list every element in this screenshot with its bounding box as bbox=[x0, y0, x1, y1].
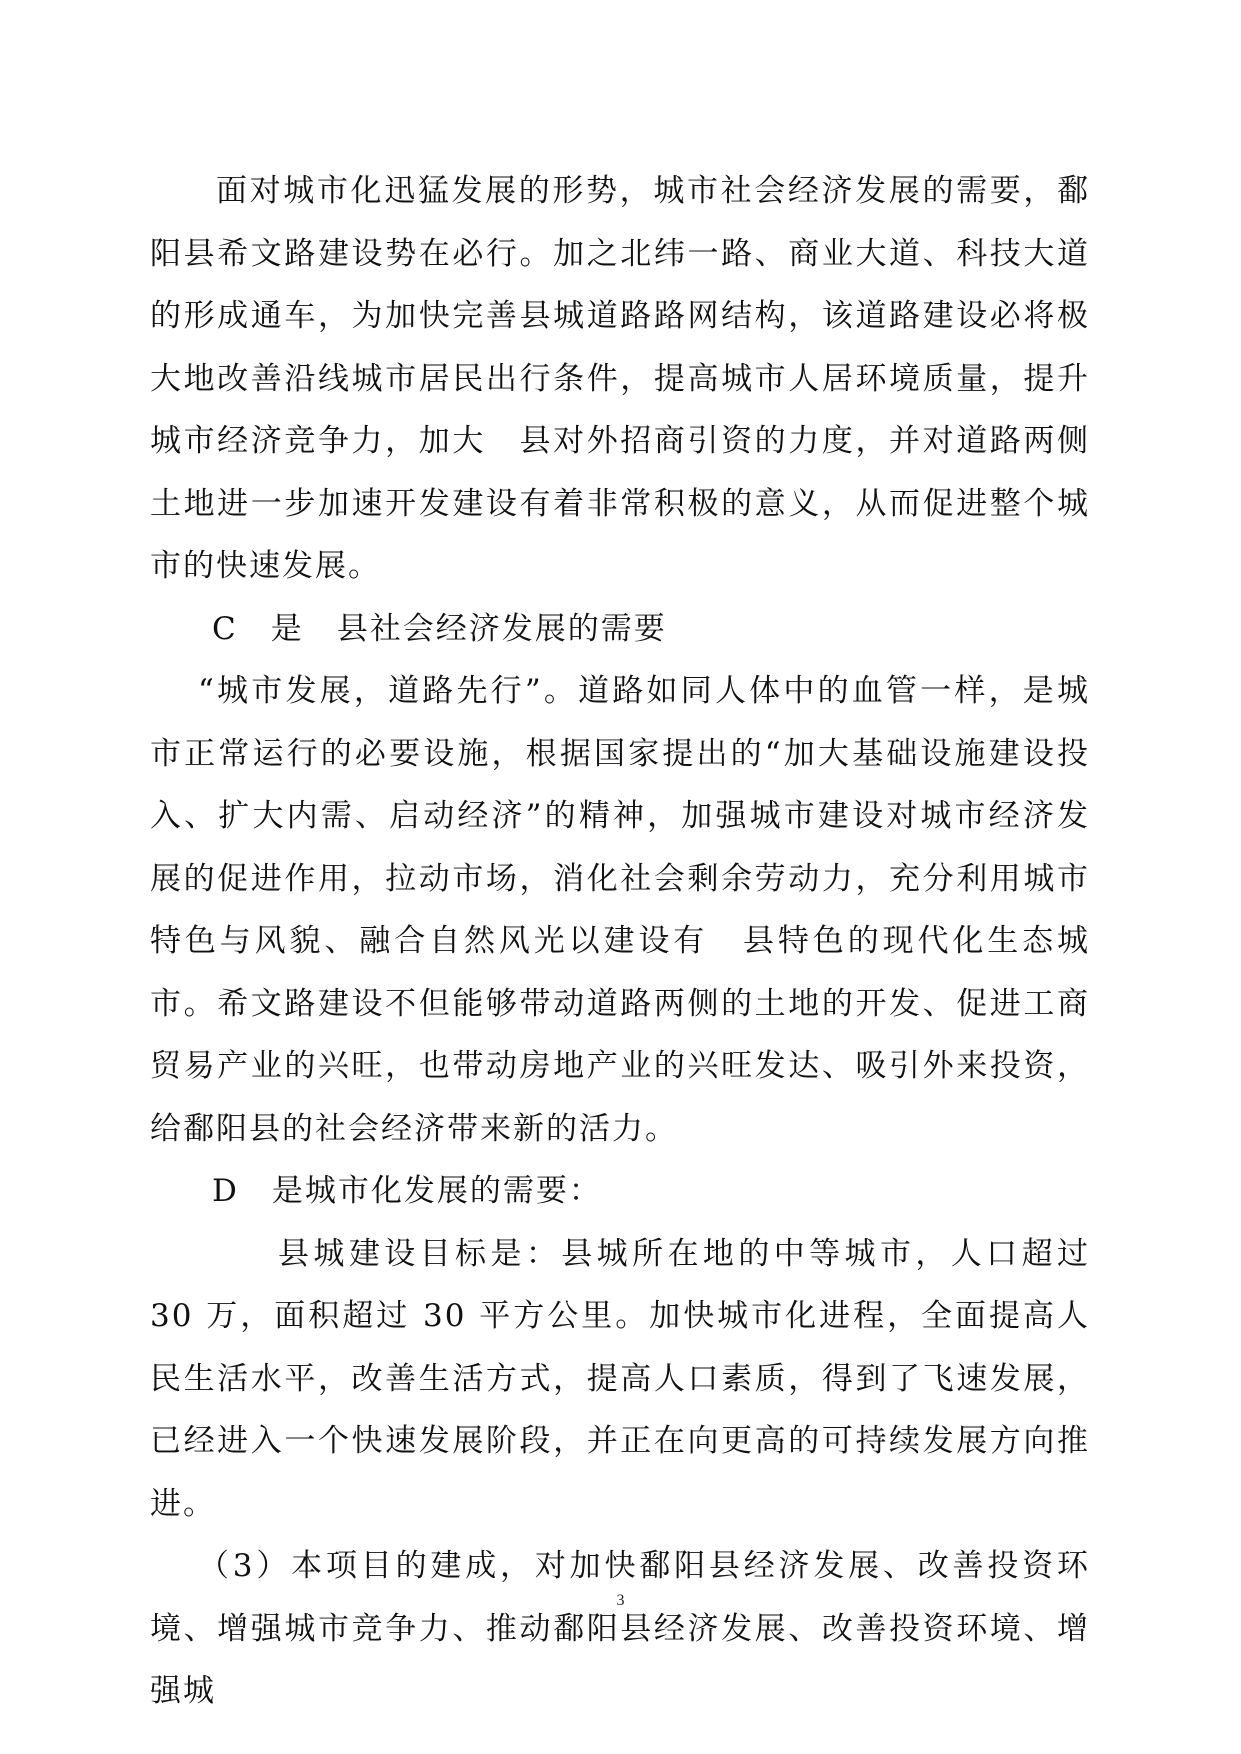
page-number: 3 bbox=[616, 1592, 625, 1609]
paragraph-roads-first: “城市发展，道路先行”。道路如同人体中的血管一样，是城市正常运行的必要设施，根据国家提出的“加大基础设施建设投入、扩大内需、启动经济”的精神，加强城市建设对城市经济发展的促进作用，拉动市场，消化社会剩余劳动力，充分利用城市特色与风貌、融合自然风光以建设有 县特色的现代化生态城市。希文路建设不但能够带动道路两侧的土地的开发、促进工商贸易产业的兴旺，也带动房地产业的兴旺发达、吸引外来投资，给鄱阳县的社会经济带来新的活力。 bbox=[150, 673, 1090, 1147]
paragraph-urbanization-context: 面对城市化迅猛发展的形势，城市社会经济发展的需要，鄱阳县希文路建设势在必行。加之北纬一路、商业大道、科技大道的形成通车，为加快完善县城道路路网结构，该道路建设必将极大地改善沿线城市居民出行条件，提高城市人居环境质量，提升城市经济竞争力，加大 县对外招商引资的力度，并对道路两侧土地进一步加速开发建设有着非常积极的意义，从而促进整个城市的快速发展。 bbox=[150, 173, 1090, 584]
paragraph-county-goal: 县城建设目标是：县城所在地的中等城市，人口超过 30 万，面积超过 30 平方公里。加快城市化进程，全面提高人民生活水平，改善生活方式，提高人口素质，得到了飞速发展，已经进入一个快速发展阶段，并正在向更高的可持续发展方向推进。 bbox=[150, 1235, 1090, 1522]
body-text bbox=[150, 160, 1090, 1723]
heading-item-c: C 是 县社会经济发展的需要 bbox=[212, 610, 667, 647]
paragraph-project-benefit: （3）本项目的建成，对加快鄱阳县经济发展、改善投资环境、增强城市竞争力、推动鄱阳县经济发展、改善投资环境、增强城 bbox=[150, 1548, 1090, 1709]
heading-item-d: D 是城市化发展的需要： bbox=[212, 1173, 602, 1209]
